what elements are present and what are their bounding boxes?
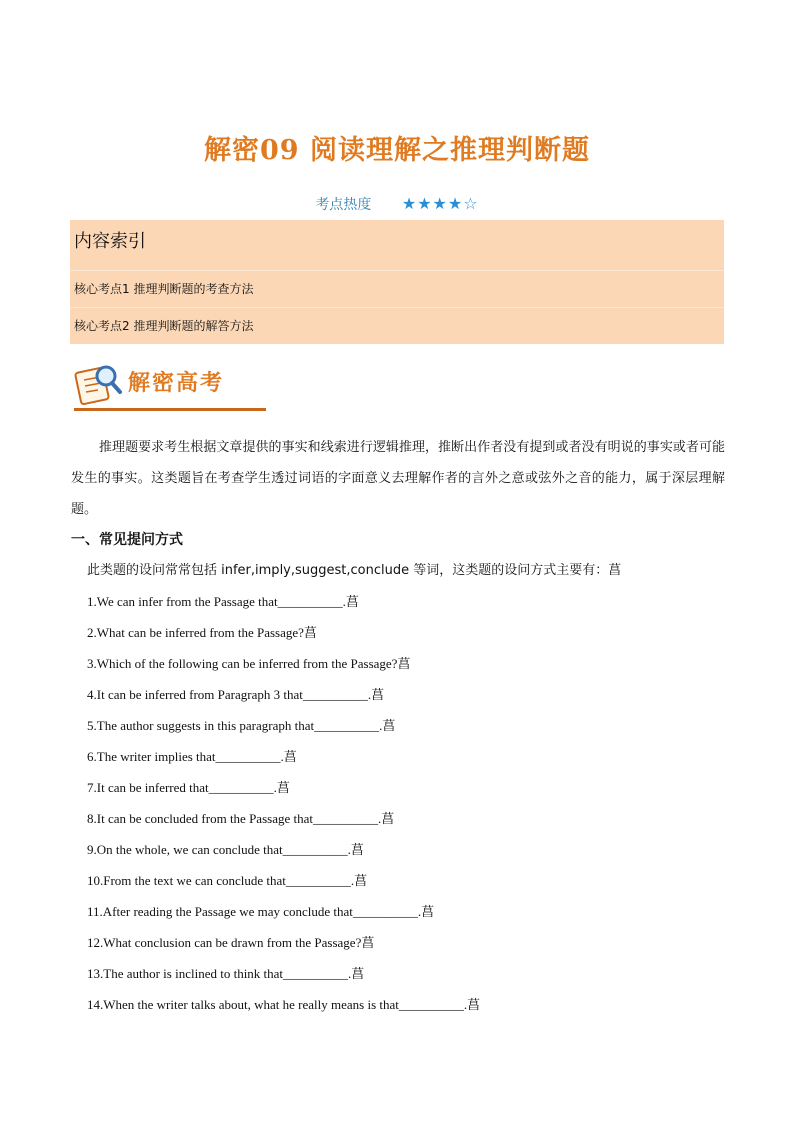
question-form-6: 6.The writer implies that__________.菖	[87, 749, 297, 764]
question-form-14: 14.When the writer talks about, what he really means is that__________.菖	[87, 997, 481, 1012]
heat-stars: ★★★★☆	[401, 194, 479, 213]
question-form-4: 4.It can be inferred from Paragraph 3 that__________.菖	[87, 687, 385, 702]
banner-underline	[74, 408, 266, 411]
question-intro: 此类题的设问常常包括 infer,imply,suggest,conclude 等词，这类题的设问方式主要有：菖	[87, 563, 622, 578]
question-form-5: 5.The author suggests in this paragraph that__________.菖	[87, 718, 396, 733]
index-row-2: 核心考点2 推理判断题的解答方法	[74, 319, 254, 333]
question-form-12: 12.What conclusion can be drawn from the Passage?菖	[87, 935, 375, 950]
index-heading: 内容索引	[70, 220, 724, 271]
question-form-11: 11.After reading the Passage we may conclude that__________.菖	[87, 904, 435, 919]
question-form-13: 13.The author is inclined to think that__________.菖	[87, 966, 365, 981]
main-content	[71, 432, 725, 1020]
question-form-3: 3.Which of the following can be inferred from the Passage?菖	[87, 656, 411, 671]
question-form-8: 8.It can be concluded from the Passage that__________.菖	[87, 811, 395, 826]
banner-title: 解密高考	[128, 370, 225, 396]
section-heading: 一、常见提问方式	[71, 532, 183, 548]
question-form-7: 7.It can be inferred that__________.菖	[87, 780, 290, 795]
heat-rating	[0, 194, 794, 214]
heat-label: 考点热度	[315, 197, 372, 213]
section-banner	[74, 362, 274, 412]
intro-paragraph: 推理题要求考生根据文章提供的事实和线索进行逻辑推理，推断出作者没有提到或者没有明说的事实或者可能发生的事实。这类题旨在考查学生透过词语的字面意义去理解作者的言外之意或弦外之音的能力，属于深层理解题。	[71, 440, 725, 517]
page-title: 解密09 阅读理解之推理判断题	[204, 135, 590, 166]
content-index	[70, 220, 724, 344]
question-form-2: 2.What can be inferred from the Passage?菖	[87, 625, 317, 640]
question-form-10: 10.From the text we can conclude that__________.菖	[87, 873, 368, 888]
question-form-9: 9.On the whole, we can conclude that__________.菖	[87, 842, 364, 857]
question-form-1: 1.We can infer from the Passage that__________.菖	[87, 594, 359, 609]
magnifier-notepad-icon	[74, 362, 124, 406]
index-row-1: 核心考点1 推理判断题的考查方法	[70, 271, 724, 308]
